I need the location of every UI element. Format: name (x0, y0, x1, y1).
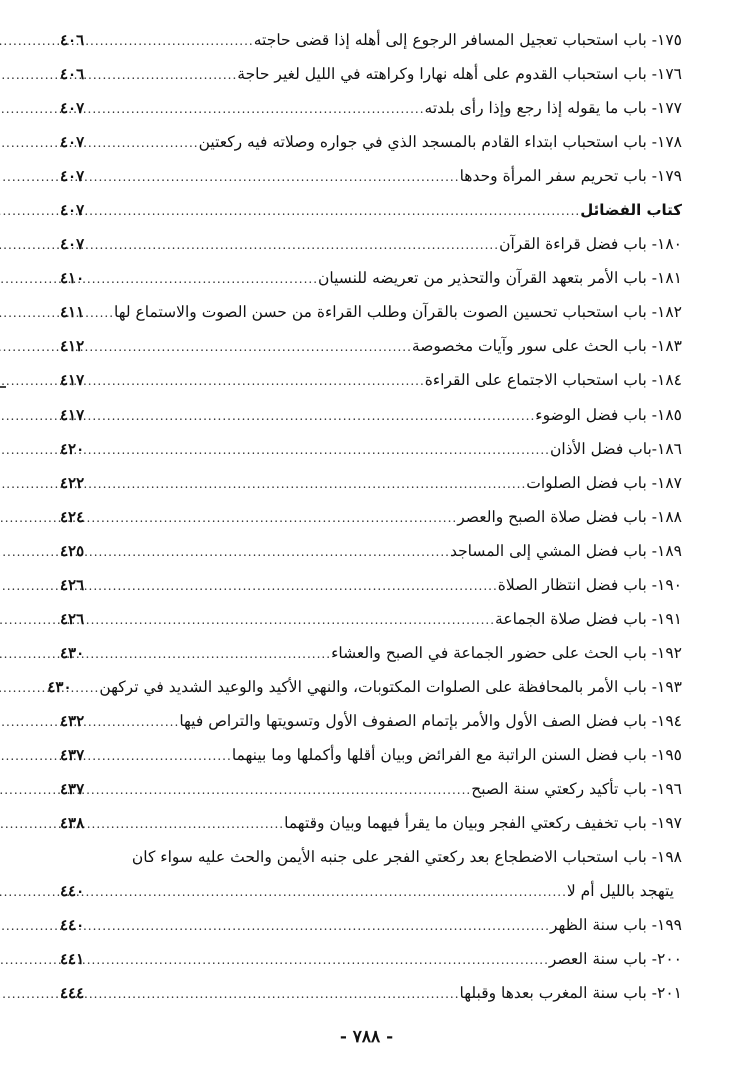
entry-title: ١٩٧- باب تخفيف ركعتي الفجر وبيان ما يقرأ فيهما وبيان وقتهما (284, 814, 682, 833)
toc-section-heading[interactable] (60, 193, 682, 227)
toc-entry-178[interactable] (60, 125, 682, 159)
toc-entry-185[interactable] (60, 398, 682, 432)
entry-title: ١٩٢- باب الحث على حضور الجماعة في الصبح والعشاء (331, 643, 682, 662)
entry-title: ١٨١- باب الأمر بتعهد القرآن والتحذير من تعريضه للنسيان (318, 269, 682, 288)
entry-page: ٤٣٢ (60, 711, 85, 730)
entry-page: ٤٢٢ (60, 473, 85, 492)
toc-entry-201[interactable] (60, 976, 682, 1010)
entry-page: ٤٠٧ (60, 235, 85, 254)
toc-entry-190[interactable] (60, 568, 682, 602)
dot-leader (100, 296, 114, 330)
toc-entry-196[interactable] (60, 772, 682, 806)
entry-title: ١٨٦-باب فضل الأذان (549, 439, 682, 458)
section-title: كتاب الفضائل (580, 201, 682, 220)
entry-page: ٤٤١ (60, 950, 85, 969)
entry-title: ٢٠٠- باب سنة العصر (548, 950, 682, 969)
toc-entry-176[interactable] (60, 57, 682, 91)
dot-leader (100, 433, 550, 467)
toc-entry-187[interactable] (60, 466, 682, 500)
entry-title: ١٨٢- باب استحباب تحسين الصوت بالقرآن وطلب القراءة من حسن الصوت والاستماع لها (114, 303, 682, 322)
entry-page: ٤٢٠ (60, 439, 85, 458)
entry-page: ٤٤٤ (60, 984, 85, 1003)
entry-title: ١٧٦- باب استحباب القدوم على أهله نهارا وكراهته في الليل لغير حاجة (237, 65, 682, 84)
toc-entry-199[interactable] (60, 908, 682, 942)
entry-page: ٤١٠ (60, 269, 85, 288)
entry-title: ١٨٥- باب فضل الوضوء (535, 405, 682, 424)
dot-leader (100, 739, 232, 773)
toc-entry-193[interactable] (47, 670, 682, 704)
dot-leader (87, 671, 99, 705)
toc-entry-189[interactable] (60, 534, 682, 568)
entry-page: ٤٢٥ (60, 541, 85, 560)
dot-leader (100, 569, 498, 603)
entry-page: ٤٠٧ (60, 99, 85, 118)
dot-leader (100, 535, 450, 569)
entry-title: ١٧٧- باب ما يقوله إذا رجع وإذا رأى بلدته (424, 99, 682, 118)
toc-entry-195[interactable] (60, 738, 682, 772)
toc-entry-181[interactable] (60, 261, 682, 295)
dot-leader (100, 24, 254, 58)
toc-entry-184[interactable] (60, 363, 682, 397)
dot-leader (100, 399, 535, 433)
toc-entry-198-continuation[interactable] (60, 874, 682, 908)
entry-page: ٤٢٤ (60, 507, 85, 526)
entry-title: ١٧٥- باب استحباب تعجيل المسافر الرجوع إلى أهله إذا قضى حاجته (253, 31, 682, 49)
margin-mark (0, 386, 6, 388)
toc-entry-179[interactable] (60, 159, 682, 193)
dot-leader (100, 603, 495, 637)
dot-leader (100, 330, 412, 364)
entry-page: ٤٠٦ (60, 65, 85, 84)
entry-title-continuation: يتهجد بالليل أم لا (566, 882, 674, 901)
entry-title: ١٩٩- باب سنة الظهر (549, 916, 682, 935)
entry-page: ٤٠٧ (60, 167, 85, 186)
entry-page: ٤٠٧ (60, 201, 85, 220)
entry-title: ١٩٥- باب فضل السنن الراتبة مع الفرائض وبيان أقلها وأكملها وما بينهما (231, 745, 682, 764)
entry-page: ٤١١ (60, 303, 85, 322)
entry-title: ١٩١- باب فضل صلاة الجماعة (495, 609, 682, 628)
dot-leader (100, 875, 567, 909)
entry-title: ١٩٤- باب فضل الصف الأول والأمر بإتمام الصفوف الأول وتسويتها والتراص فيها (179, 711, 682, 730)
entry-page: ٤٣٠ (60, 643, 85, 662)
toc-entry-197[interactable] (60, 806, 682, 840)
entry-page: ٤٣٧ (60, 745, 85, 764)
dot-leader (100, 58, 237, 92)
toc-entry-200[interactable] (60, 942, 682, 976)
toc-entry-192[interactable] (60, 636, 682, 670)
entry-page: ٤٠٧ (60, 133, 85, 152)
dot-leader (100, 977, 460, 1011)
toc-entry-186[interactable] (60, 432, 682, 466)
entry-title: ١٩٨- باب استحباب الاضطجاع بعد ركعتي الفجر على جنبه الأيمن والحث عليه سواء كان (131, 848, 682, 867)
page-number-footer: - ٧٨٨ - (339, 1027, 394, 1047)
toc-entry-188[interactable] (60, 500, 682, 534)
dot-leader (100, 160, 460, 194)
toc-entry-175[interactable] (60, 23, 682, 57)
toc-entry-180[interactable] (60, 227, 682, 261)
entry-page: ٤١٧ (60, 371, 85, 390)
toc-entry-191[interactable] (60, 602, 682, 636)
dot-leader (100, 364, 425, 398)
dot-leader (100, 909, 550, 943)
entry-title: ١٩٠- باب فضل انتظار الصلاة (497, 575, 682, 594)
dot-leader (100, 126, 199, 160)
dot-leader (100, 773, 471, 807)
dot-leader (100, 807, 284, 841)
entry-title: ١٧٩- باب تحريم سفر المرأة وحدها (459, 167, 682, 186)
entry-page: ٤١٧ (60, 405, 85, 424)
table-of-contents (47, 23, 682, 1010)
entry-page: ٤٣٧ (60, 780, 85, 799)
entry-title: ١٨٨- باب فضل صلاة الصبح والعصر (457, 507, 682, 526)
entry-title: ١٩٣- باب الأمر بالمحافظة على الصلوات المكتوبات، والنهي الأكيد والوعيد الشديد في تركهن (99, 677, 682, 696)
toc-entry-182[interactable] (60, 295, 682, 329)
dot-leader (100, 92, 425, 126)
toc-entry-198[interactable] (60, 840, 682, 874)
entry-page: ٤١٢ (60, 337, 85, 356)
dot-leader (100, 228, 499, 262)
entry-page: ٤٤٠ (60, 916, 85, 935)
entry-title: ١٧٨- باب استحباب ابتداء القادم بالمسجد الذي في جواره وصلاته فيه ركعتين (198, 133, 682, 152)
entry-title: ١٨٣- باب الحث على سور وآيات مخصوصة (411, 337, 682, 356)
dot-leader (100, 467, 526, 501)
entry-title: ١٨٩- باب فضل المشي إلى المساجد (449, 541, 682, 560)
dot-leader (100, 194, 580, 228)
entry-page: ٤٢٦ (60, 575, 85, 594)
dot-leader (100, 637, 331, 671)
toc-entry-194[interactable] (60, 704, 682, 738)
dot-leader (100, 943, 549, 977)
toc-entry-183[interactable] (60, 329, 682, 363)
entry-page: ٤٤٠ (60, 882, 85, 901)
entry-title: ١٨٧- باب فضل الصلوات (526, 473, 682, 492)
dot-leader (100, 705, 179, 739)
entry-title: ١٨٤- باب استحباب الاجتماع على القراءة (424, 371, 682, 390)
entry-title: ٢٠١- باب سنة المغرب بعدها وقبلها (459, 984, 682, 1003)
entry-page: ٤٣٨ (60, 814, 85, 833)
dot-leader (100, 262, 318, 296)
entry-title: ١٨٠- باب فضل قراءة القرآن (499, 235, 682, 254)
dot-leader (100, 501, 457, 535)
entry-page: ٤٢٦ (60, 609, 85, 628)
entry-page: ٤٣٠ (47, 677, 72, 696)
toc-entry-177[interactable] (60, 91, 682, 125)
entry-page: ٤٠٦ (60, 31, 85, 49)
entry-title: ١٩٦- باب تأكيد ركعتي سنة الصبح (471, 780, 682, 799)
